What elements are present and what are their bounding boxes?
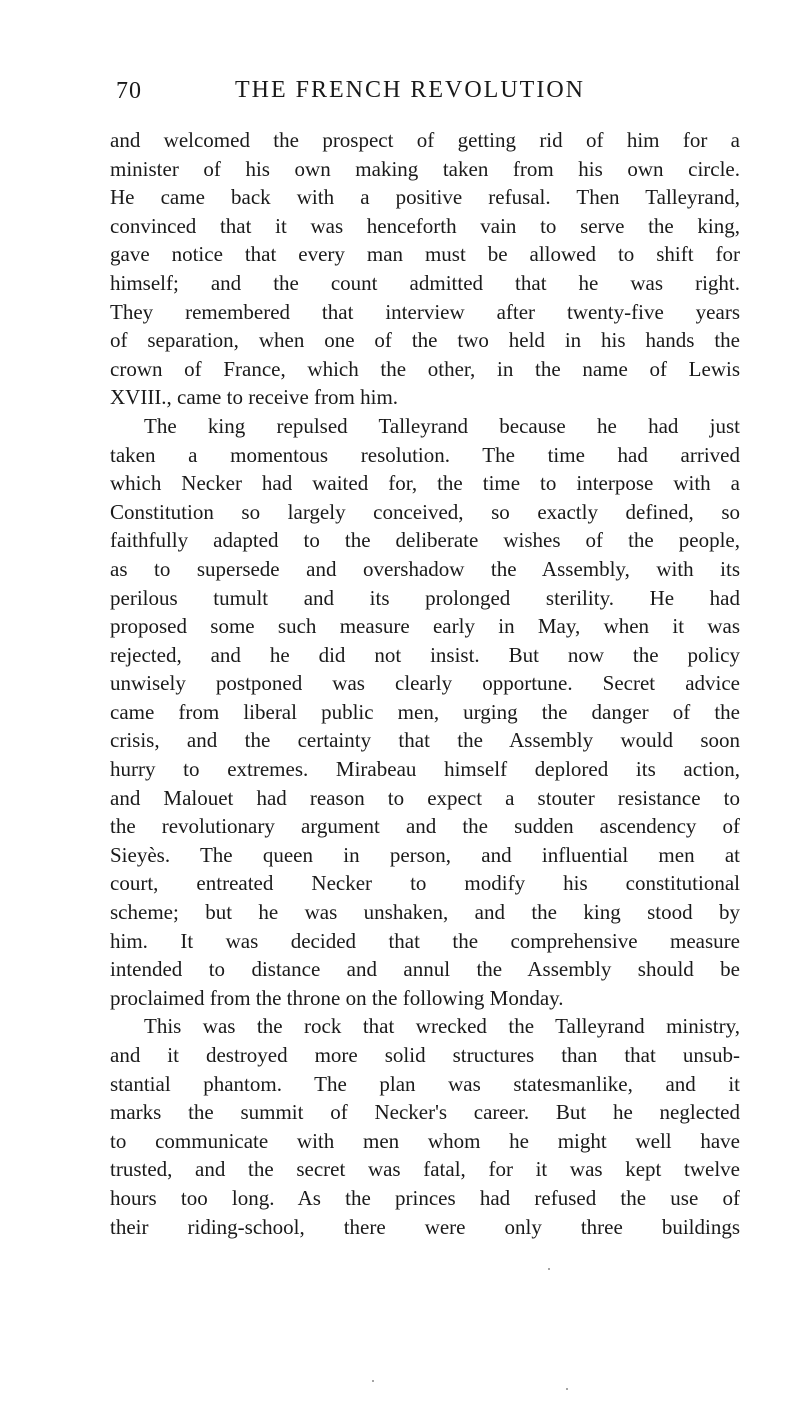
print-speck bbox=[372, 1380, 374, 1382]
text-line: unwisely postponed was clearly opportune. Secret advice bbox=[110, 671, 740, 696]
text-line: their riding-school, there were only three buildings bbox=[110, 1214, 740, 1239]
text-line: court, entreated Necker to modify his constitutional bbox=[110, 871, 740, 896]
text-line: Sieyès. The queen in person, and influential men at bbox=[110, 842, 740, 867]
text-line: proclaimed from the throne on the following Monday. bbox=[110, 985, 564, 1010]
text-line: of separation, when one of the two held in his hands the bbox=[110, 328, 740, 353]
text-line: taken a momentous resolution. The time had arrived bbox=[110, 442, 740, 467]
text-line: crisis, and the certainty that the Assembly would soon bbox=[110, 728, 740, 753]
text-line: hurry to extremes. Mirabeau himself deplored its action, bbox=[110, 757, 740, 782]
text-line: minister of his own making taken from his own circle. bbox=[110, 156, 740, 181]
running-header bbox=[110, 72, 740, 112]
text-line: the revolutionary argument and the sudden ascendency of bbox=[110, 814, 740, 839]
text-line: scheme; but he was unshaken, and the king stood by bbox=[110, 900, 740, 925]
text-line: hours too long. As the princes had refused the use of bbox=[110, 1185, 740, 1210]
text-line: to communicate with men whom he might well have bbox=[110, 1128, 740, 1153]
body-text bbox=[110, 126, 740, 1241]
paragraph bbox=[110, 412, 740, 1012]
page-number: 70 bbox=[116, 78, 142, 104]
text-line: rejected, and he did not insist. But now the policy bbox=[110, 642, 740, 667]
text-line: and it destroyed more solid structures than that unsub- bbox=[110, 1043, 740, 1067]
text-line: He came back with a positive refusal. Then Talleyrand, bbox=[110, 185, 740, 210]
text-line: This was the rock that wrecked the Talleyrand ministry, bbox=[144, 1014, 740, 1039]
text-line: intended to distance and annul the Assembly should be bbox=[110, 957, 740, 982]
book-page bbox=[110, 72, 740, 1241]
text-line: XVIII., came to receive from him. bbox=[110, 385, 399, 410]
print-speck bbox=[548, 1268, 550, 1270]
text-line: stantial phantom. The plan was statesmanlike, and it bbox=[110, 1071, 740, 1096]
text-line: marks the summit of Necker's career. But he neglected bbox=[110, 1100, 740, 1125]
text-line: convinced that it was henceforth vain to serve the king, bbox=[110, 213, 740, 238]
text-line: trusted, and the secret was fatal, for it was kept twelve bbox=[110, 1157, 740, 1182]
running-title: THE FRENCH REVOLUTION bbox=[235, 77, 585, 103]
text-line: Constitution so largely conceived, so exactly defined, so bbox=[110, 499, 740, 524]
text-line: crown of France, which the other, in the name of Lewis bbox=[110, 356, 740, 381]
text-line: and Malouet had reason to expect a stouter resistance to bbox=[110, 785, 740, 810]
text-line: himself; and the count admitted that he was right. bbox=[110, 270, 740, 295]
paragraph bbox=[110, 126, 740, 412]
text-line: perilous tumult and its prolonged sterility. He had bbox=[110, 585, 740, 610]
text-line: which Necker had waited for, the time to interpose with a bbox=[110, 471, 740, 496]
text-line: The king repulsed Talleyrand because he had just bbox=[144, 413, 740, 438]
text-line: as to supersede and overshadow the Assembly, with its bbox=[110, 556, 740, 581]
text-line: They remembered that interview after twenty-five years bbox=[110, 299, 740, 324]
text-line: him. It was decided that the comprehensive measure bbox=[110, 928, 740, 953]
text-line: faithfully adapted to the deliberate wishes of the people, bbox=[110, 528, 740, 553]
text-line: proposed some such measure early in May, when it was bbox=[110, 614, 740, 639]
text-line: and welcomed the prospect of getting rid of him for a bbox=[110, 128, 740, 152]
print-speck bbox=[566, 1388, 568, 1390]
text-line: gave notice that every man must be allowed to shift for bbox=[110, 242, 740, 267]
text-line: came from liberal public men, urging the danger of the bbox=[110, 699, 740, 724]
paragraph bbox=[110, 1012, 740, 1241]
